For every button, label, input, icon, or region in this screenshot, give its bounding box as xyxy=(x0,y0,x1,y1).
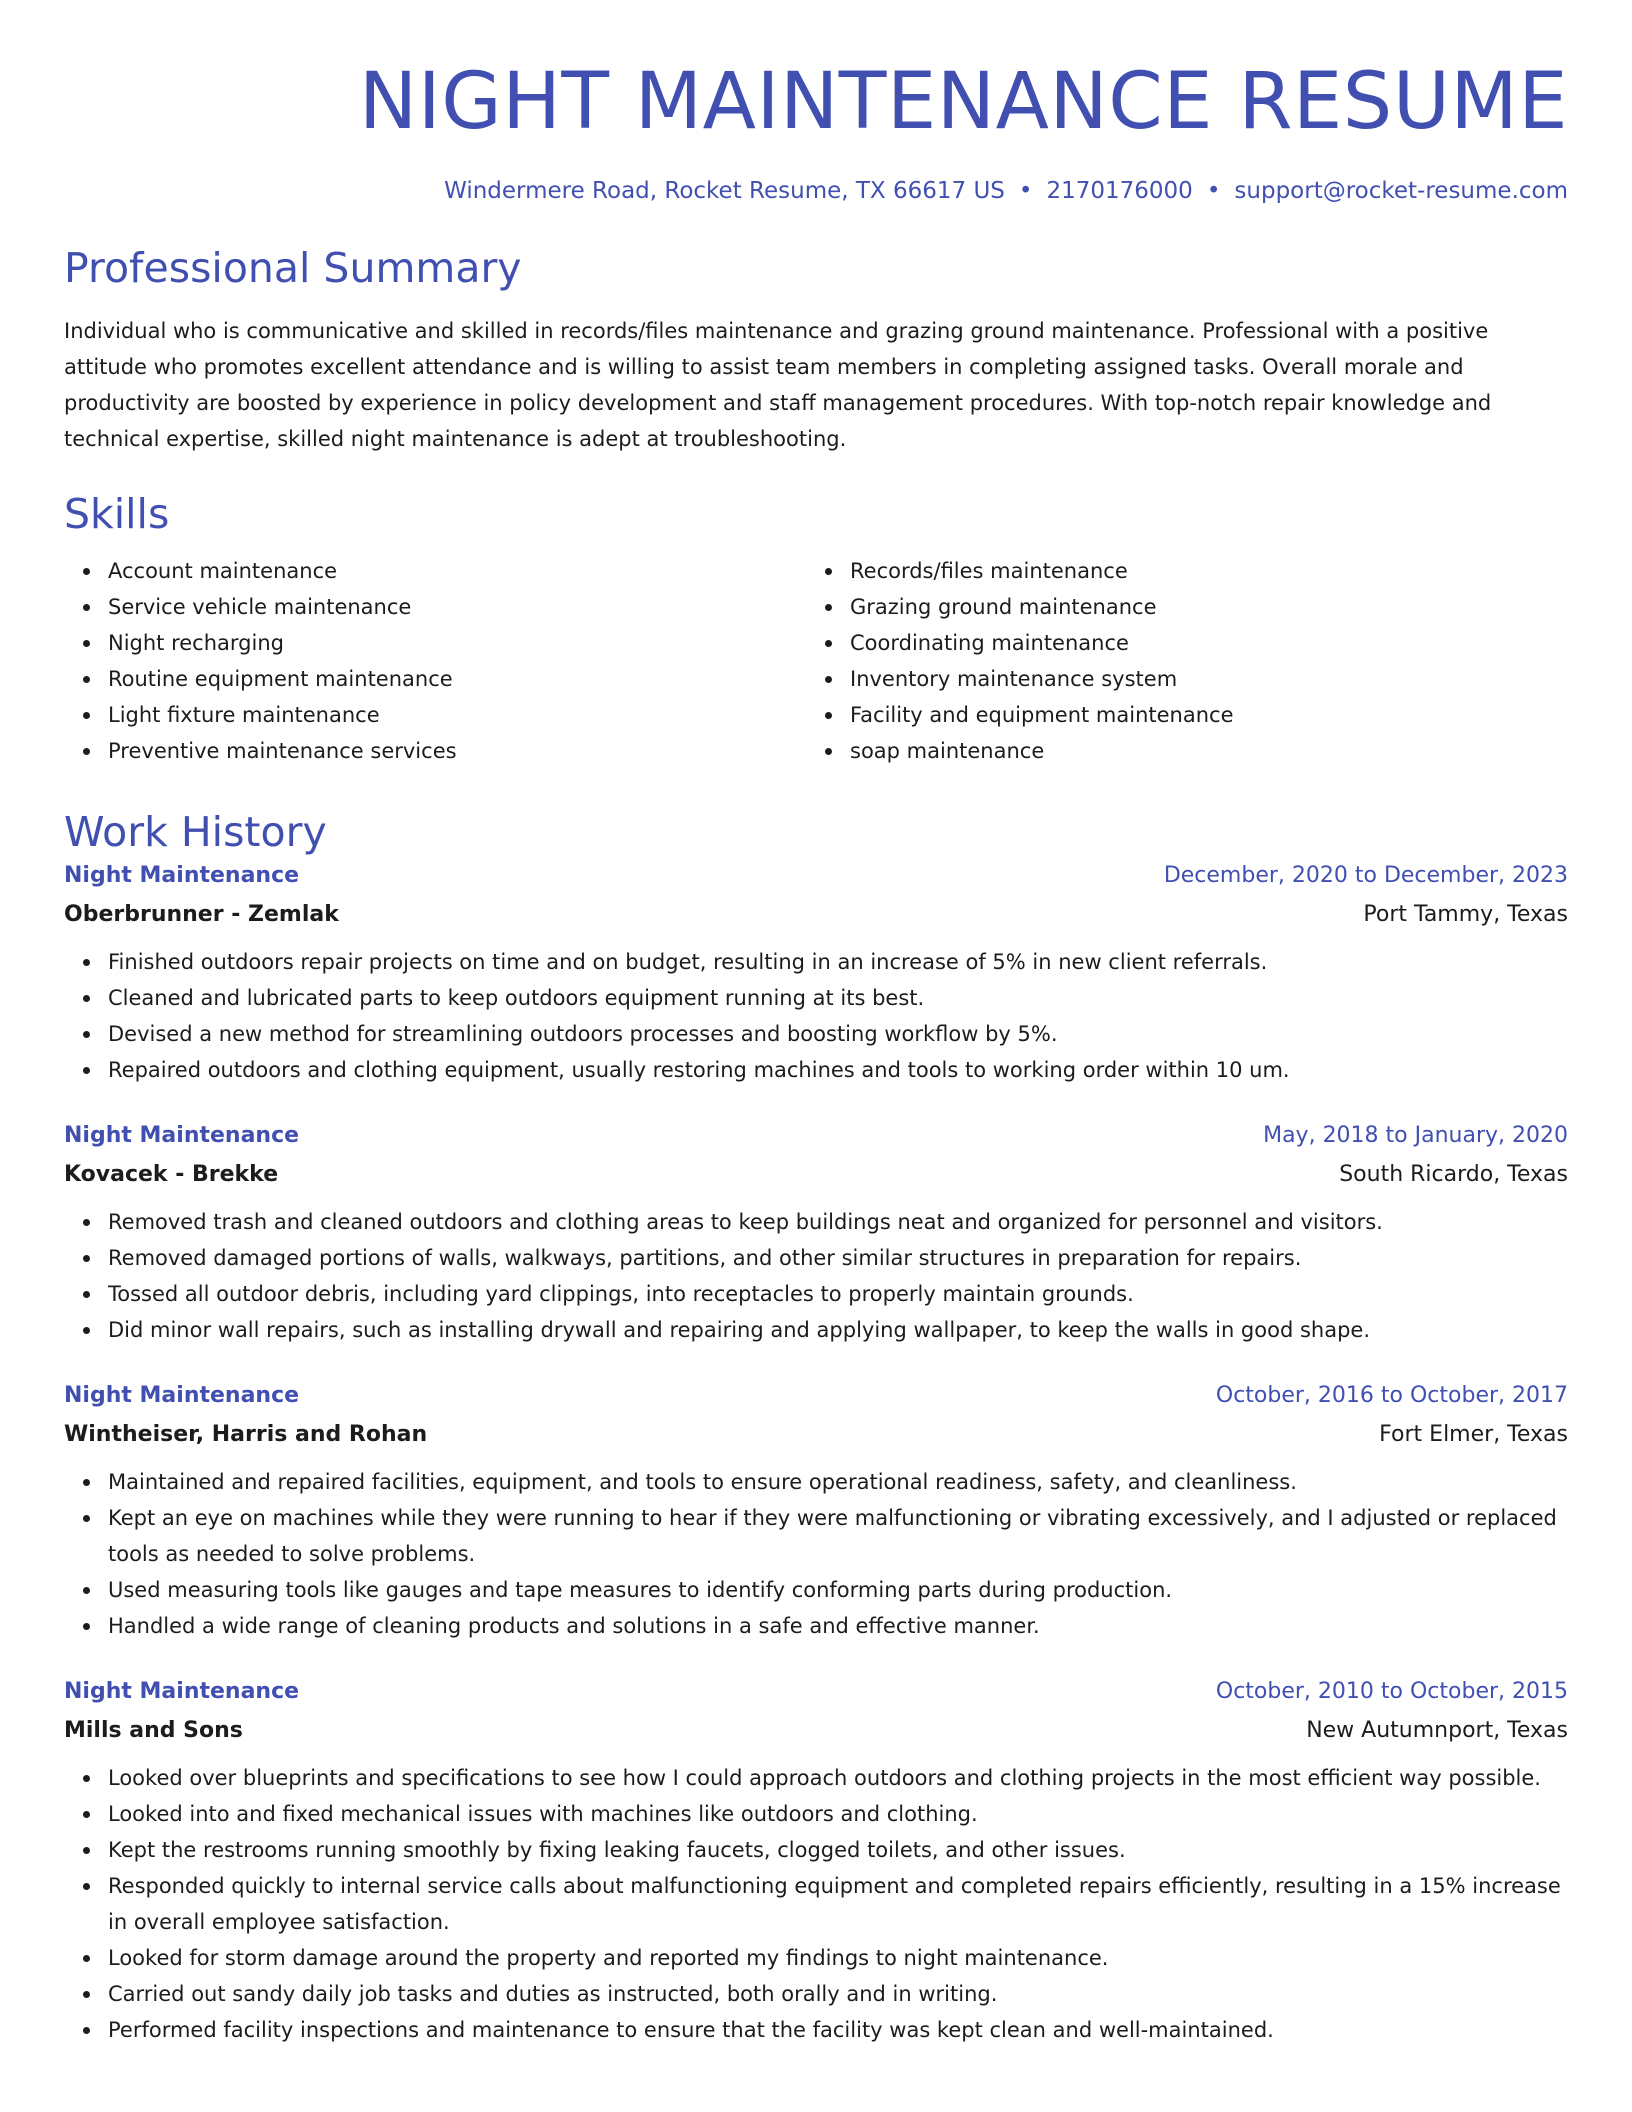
job-subheader xyxy=(64,895,1568,935)
job-bullet: Maintained and repaired facilities, equipment, and tools to ensure operational readiness, safety, and cleanliness. xyxy=(108,1464,1568,1500)
job-entry xyxy=(64,857,1568,1088)
skill-item: soap maintenance xyxy=(850,733,1548,769)
job-title: Night Maintenance xyxy=(64,1123,300,1148)
skill-item: Coordinating maintenance xyxy=(850,625,1548,661)
job-bullet: Devised a new method for streamlining outdoors processes and boosting workflow by 5%. xyxy=(108,1016,1568,1052)
job-bullet: Handled a wide range of cleaning products and solutions in a safe and effective manner. xyxy=(108,1608,1568,1644)
job-bullet: Kept the restrooms running smoothly by fixing leaking faucets, clogged toilets, and other issues. xyxy=(108,1832,1568,1868)
job-bullet: Kept an eye on machines while they were running to hear if they were malfunctioning or vibrating excessively, and I adjusted or replaced tools as needed to solve problems. xyxy=(108,1500,1568,1572)
job-company: Wintheiser, Harris and Rohan xyxy=(64,1422,428,1447)
job-location: Fort Elmer, Texas xyxy=(1379,1422,1568,1447)
contact-phone: 2170176000 xyxy=(1046,178,1193,204)
job-bullet: Performed facility inspections and maintenance to ensure that the facility was kept clean and well-maintained. xyxy=(108,2012,1568,2048)
skill-item: Grazing ground maintenance xyxy=(850,589,1548,625)
job-header xyxy=(64,857,1568,895)
summary-text: Individual who is communicative and skilled in records/files maintenance and grazing ground maintenance. Professional with a positive attitude who promotes excellent attendance and is willing to assist team members in completing assigned tasks. Overall morale and productivity are boosted by experience in policy development and staff management procedures. With top-notch repair knowledge and technical expertise, skilled night maintenance is adept at troubleshooting. xyxy=(64,319,1492,451)
skill-item: Service vehicle maintenance xyxy=(108,589,806,625)
skill-item: Facility and equipment maintenance xyxy=(850,697,1548,733)
contact-address: Windermere Road, Rocket Resume, TX 66617 US xyxy=(444,178,1005,204)
skill-item: Account maintenance xyxy=(108,553,806,589)
job-bullets xyxy=(64,1204,1568,1348)
job-subheader xyxy=(64,1415,1568,1455)
job-title: Night Maintenance xyxy=(64,1679,300,1704)
skills-column-left xyxy=(64,553,806,769)
job-subheader xyxy=(64,1711,1568,1751)
job-location: Port Tammy, Texas xyxy=(1363,902,1568,927)
contact-line xyxy=(64,176,1568,206)
job-bullets xyxy=(64,1760,1568,2048)
job-bullet: Cleaned and lubricated parts to keep outdoors equipment running at its best. xyxy=(108,980,1568,1016)
job-location: South Ricardo, Texas xyxy=(1339,1162,1568,1187)
skill-item: Records/files maintenance xyxy=(850,553,1548,589)
contact-separator: • xyxy=(1206,178,1221,204)
resume-page xyxy=(64,0,1568,2048)
job-location: New Autumnport, Texas xyxy=(1306,1718,1568,1743)
contact-email: support@rocket-resume.com xyxy=(1234,178,1568,204)
job-bullet: Removed damaged portions of walls, walkways, partitions, and other similar structures in preparation for repairs. xyxy=(108,1240,1568,1276)
contact-separator: • xyxy=(1018,178,1033,204)
skill-item: Light fixture maintenance xyxy=(108,697,806,733)
job-header xyxy=(64,1673,1568,1711)
job-bullet: Looked into and fixed mechanical issues with machines like outdoors and clothing. xyxy=(108,1796,1568,1832)
job-header xyxy=(64,1117,1568,1155)
skill-item: Routine equipment maintenance xyxy=(108,661,806,697)
job-bullet: Used measuring tools like gauges and tape measures to identify conforming parts during production. xyxy=(108,1572,1568,1608)
job-subheader xyxy=(64,1155,1568,1195)
section-title-work-history: Work History xyxy=(64,808,327,856)
job-company: Kovacek - Brekke xyxy=(64,1162,279,1187)
job-title: Night Maintenance xyxy=(64,863,300,888)
job-bullet: Repaired outdoors and clothing equipment, usually restoring machines and tools to working order within 10 um. xyxy=(108,1052,1568,1088)
job-bullet: Responded quickly to internal service calls about malfunctioning equipment and completed repairs efficiently, resulting in a 15% increase in overall employee satisfaction. xyxy=(108,1868,1568,1940)
job-bullet: Removed trash and cleaned outdoors and clothing areas to keep buildings neat and organized for personnel and visitors. xyxy=(108,1204,1568,1240)
job-bullet: Tossed all outdoor debris, including yard clippings, into receptacles to properly maintain grounds. xyxy=(108,1276,1568,1312)
skill-item: Preventive maintenance services xyxy=(108,733,806,769)
job-bullet: Finished outdoors repair projects on time and on budget, resulting in an increase of 5% in new client referrals. xyxy=(108,944,1568,980)
skill-item: Inventory maintenance system xyxy=(850,661,1548,697)
section-title-skills: Skills xyxy=(64,490,170,538)
job-bullet: Carried out sandy daily job tasks and duties as instructed, both orally and in writing. xyxy=(108,1976,1568,2012)
section-title-summary: Professional Summary xyxy=(64,244,522,292)
job-company: Oberbrunner - Zemlak xyxy=(64,902,339,927)
job-bullets xyxy=(64,944,1568,1088)
job-header xyxy=(64,1377,1568,1415)
job-entry xyxy=(64,1673,1568,2048)
job-company: Mills and Sons xyxy=(64,1718,243,1743)
job-entry xyxy=(64,1377,1568,1644)
job-entry xyxy=(64,1117,1568,1348)
job-dates: October, 2016 to October, 2017 xyxy=(1215,1383,1568,1408)
skill-item: Night recharging xyxy=(108,625,806,661)
job-dates: May, 2018 to January, 2020 xyxy=(1263,1123,1568,1148)
skills-list xyxy=(64,553,1568,769)
job-dates: December, 2020 to December, 2023 xyxy=(1163,863,1568,888)
resume-header xyxy=(64,0,1568,206)
skills-column-right xyxy=(806,553,1548,769)
job-title: Night Maintenance xyxy=(64,1383,300,1408)
resume-name: NIGHT MAINTENANCE RESUME xyxy=(358,57,1568,147)
job-bullet: Did minor wall repairs, such as installing drywall and repairing and applying wallpaper, to keep the walls in good shape. xyxy=(108,1312,1568,1348)
job-bullets xyxy=(64,1464,1568,1644)
job-dates: October, 2010 to October, 2015 xyxy=(1215,1679,1568,1704)
job-bullet: Looked over blueprints and specifications to see how I could approach outdoors and clothing projects in the most efficient way possible. xyxy=(108,1760,1568,1796)
job-bullet: Looked for storm damage around the property and reported my findings to night maintenance. xyxy=(108,1940,1568,1976)
